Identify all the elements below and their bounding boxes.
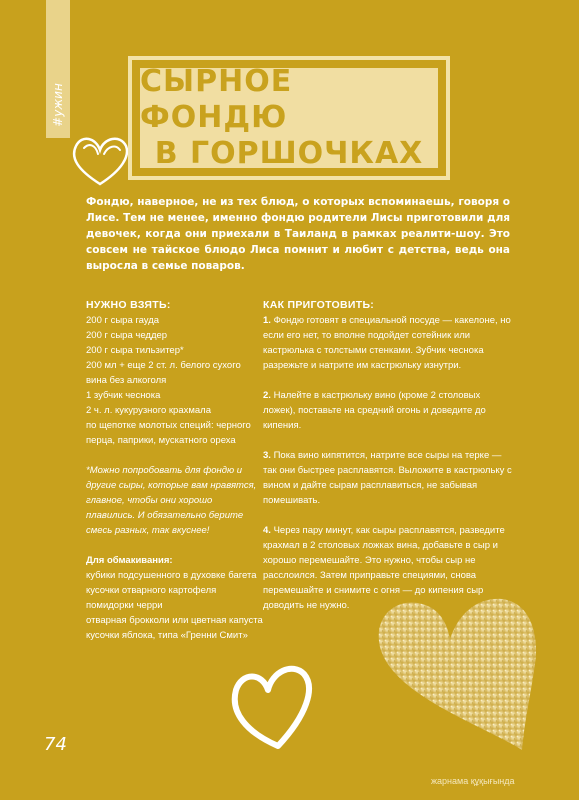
ingredient-item: 200 г сыра тильзитер* <box>86 345 184 356</box>
ingredient-item: 1 зубчик чеснока <box>86 390 161 401</box>
ingredient-item: 200 мл + еще 2 ст. л. белого сухого вина без алкоголя <box>86 360 241 386</box>
dipping-item: кусочки яблока, типа «Гренни Смит» <box>86 630 248 641</box>
heart-outline-icon <box>226 660 314 752</box>
dipping-item: отварная брокколи или цветная капуста <box>86 615 263 626</box>
ingredients-heading: НУЖНО ВЗЯТЬ: <box>86 299 171 311</box>
ingredient-item: 200 г сыра гауда <box>86 315 160 326</box>
method-step <box>263 448 513 508</box>
page-title-line-2: В ГОРШОЧКАХ <box>154 136 424 171</box>
ingredient-item: 2 ч. л. кукурузного крахмала <box>86 405 211 416</box>
advertising-label: жарнама құқығында <box>431 776 515 786</box>
step-text: Через пару минут, как сыры расплавятся, разведите крахмал в 2 столовых ложках вина, добавьте в сыр и хорошо перемешайте. Это нужно, чтобы сыр не расслоился. Затем приправьте специями, снова перемешайте и снимите с огня — до кипения сыр доводить не нужно. <box>263 525 505 611</box>
method-step <box>263 313 513 373</box>
ingredient-item: по щепотке молотых специй: черного перца, паприки, мускатного ореха <box>86 420 251 446</box>
dipping-heading: Для обмакивания: <box>86 555 173 566</box>
hashtag-label: #ужин <box>51 83 65 127</box>
dipping-item: помидорки черри <box>86 600 163 611</box>
step-number: 2. <box>263 390 271 401</box>
step-number: 4. <box>263 525 271 536</box>
page-title-line-1: СЫРНОЕ ФОНДЮ <box>140 64 293 135</box>
title-box <box>140 64 438 171</box>
heart-outline-icon <box>68 130 132 192</box>
method-column <box>263 298 513 628</box>
step-number: 1. <box>263 315 271 326</box>
ingredient-item: 200 г сыра чеддер <box>86 330 168 341</box>
dipping-item: кубики подсушенного в духовке багета <box>86 570 257 581</box>
step-text: Налейте в кастрюльку вино (кроме 2 столовых ложек), поставьте на средний огонь и доведите до кипения. <box>263 390 486 431</box>
method-step <box>263 388 513 433</box>
intro-paragraph: Фондю, наверное, не из тех блюд, о которых вспоминаешь, говоря о Лисе. Тем не менее, именно фондю родители Лисы приготовили для девочек, когда они приехали в Таиланд в рамках реалити-шоу. Это совсем не тайское блюдо Лиса помнит и любит с детства, ведь она выросла в семье поваров. <box>86 196 511 272</box>
step-number: 3. <box>263 450 271 461</box>
step-text: Пока вино кипятится, натрите все сыры на терке — так они быстрее расплавятся. Выложите в кастрюльку с вином и дайте сырам расплавиться, не забывая помешивать. <box>263 450 512 506</box>
dipping-item: кусочки отварного картофеля <box>86 585 217 596</box>
ingredients-column <box>86 298 264 643</box>
step-text: Фондю готовят в специальной посуде — какелоне, но если его нет, то вполне подойдет сотейник или кастрюлька с толстыми стенками. Зубчик чеснока разрежьте и натрите им кастрюльку изнутри. <box>263 315 511 371</box>
cheese-note: *Можно попробовать для фондю и другие сыры, которые вам нравятся, главное, чтобы они хорошо плавились. И обязательно берите смесь разных, так вкуснее! <box>86 465 257 536</box>
method-heading: КАК ПРИГОТОВИТЬ: <box>263 299 375 311</box>
page-number: 74 <box>44 734 67 755</box>
glitter-heart-icon <box>372 585 540 755</box>
